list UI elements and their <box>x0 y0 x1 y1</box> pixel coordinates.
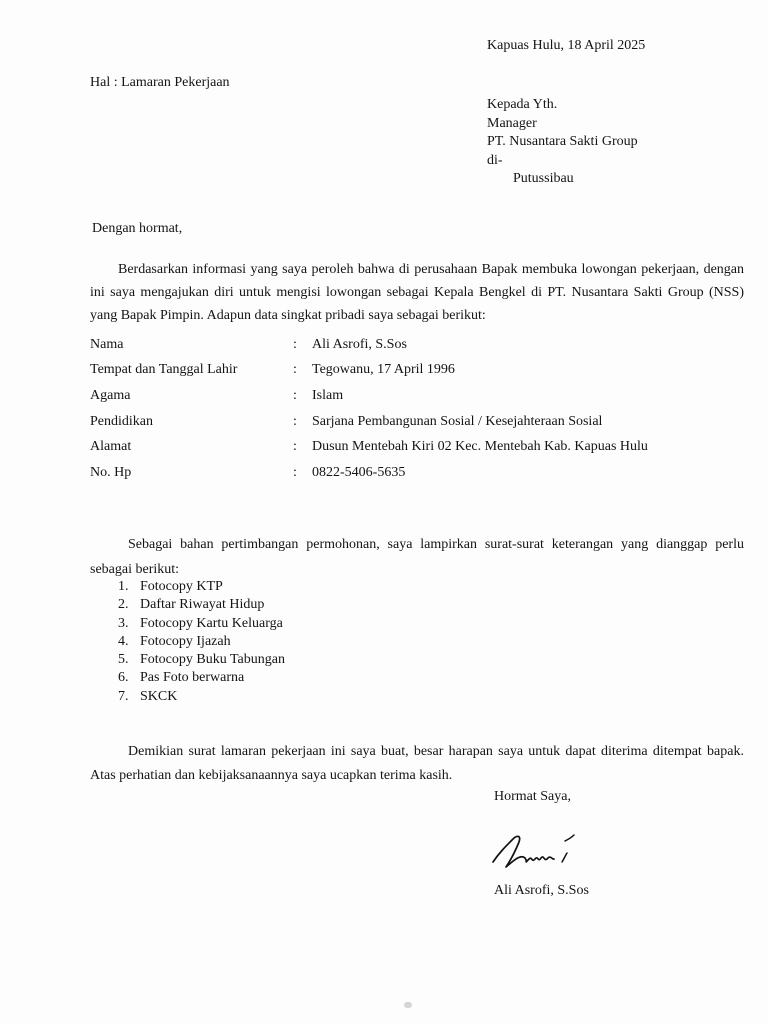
attachment-number: 3. <box>118 615 129 631</box>
personal-data-row <box>90 358 648 384</box>
recipient-location-prefix: di- <box>487 152 503 168</box>
attachment-item <box>118 651 285 669</box>
closing-salutation: Hormat Saya, <box>494 789 571 804</box>
data-value: Islam <box>312 387 344 403</box>
attachment-item <box>118 596 285 614</box>
signer-name: Ali Asrofi, S.Sos <box>494 883 589 898</box>
data-value: 0822-5406-5635 <box>312 464 406 480</box>
data-label: Agama <box>90 387 131 403</box>
opening-paragraph: Berdasarkan informasi yang saya peroleh bahwa di perusahaan Bapak membuka lowongan pekerjaan, dengan ini saya mengajukan diri untuk mengisi lowongan sebagai Kepala Bengkel di PT. Nusantara Sakti Group (NSS) yang Bapak Pimpin. Adapun data singkat pribadi saya sebagai berikut: <box>90 262 744 323</box>
data-label: Tempat dan Tanggal Lahir <box>90 362 238 378</box>
data-label: Alamat <box>90 439 132 455</box>
attachment-item <box>118 578 285 596</box>
handwritten-signature <box>490 828 584 874</box>
attachment-number: 2. <box>118 597 129 613</box>
personal-data-row <box>90 332 648 358</box>
attachment-text: Fotocopy Kartu Keluarga <box>140 615 283 631</box>
data-label: No. Hp <box>90 464 132 480</box>
attachment-number: 4. <box>118 633 129 649</box>
personal-data-row <box>90 460 648 486</box>
attachment-number: 5. <box>118 652 129 668</box>
attachment-text: Pas Foto berwarna <box>140 670 245 686</box>
personal-data-row <box>90 383 648 409</box>
attachment-paragraph: Sebagai bahan pertimbangan permohonan, saya lampirkan surat-surat keterangan yang dianggap perlu sebagai berikut: <box>90 537 744 577</box>
data-label: Pendidikan <box>90 413 153 429</box>
attachment-text: Fotocopy Buku Tabungan <box>140 652 285 668</box>
recipient-company: PT. Nusantara Sakti Group <box>487 134 638 149</box>
data-colon: : <box>293 362 297 378</box>
data-colon: : <box>293 387 297 403</box>
attachment-number: 6. <box>118 670 129 686</box>
letter-subject: Hal : Lamaran Pekerjaan <box>90 75 230 90</box>
data-value: Sarjana Pembangunan Sosial / Kesejahteraan Sosial <box>312 413 603 429</box>
paper-speck <box>404 1002 412 1008</box>
attachment-item <box>118 633 285 651</box>
data-colon: : <box>293 336 297 352</box>
recipient-salutation: Kepada Yth. <box>487 97 558 112</box>
attachment-number: 7. <box>118 688 129 704</box>
attachment-item <box>118 688 285 706</box>
data-value: Dusun Mentebah Kiri 02 Kec. Mentebah Kab. Kapuas Hulu <box>312 439 648 455</box>
recipient-block <box>487 96 638 189</box>
attachment-text: Fotocopy KTP <box>140 579 223 594</box>
personal-data-row <box>90 409 648 435</box>
attachment-text: Fotocopy Ijazah <box>140 633 231 649</box>
closing-paragraph: Demikian surat lamaran pekerjaan ini saya buat, besar harapan saya untuk dapat diterima ditempat bapak. Atas perhatian dan kebijaksanaannya saya ucapkan terima kasih. <box>90 744 744 783</box>
recipient-location: Putussibau <box>513 171 574 186</box>
attachment-item <box>118 615 285 633</box>
data-colon: : <box>293 439 297 455</box>
attachment-list <box>118 578 285 706</box>
data-colon: : <box>293 464 297 480</box>
place-date: Kapuas Hulu, 18 April 2025 <box>487 38 646 53</box>
attachment-number: 1. <box>118 579 129 594</box>
data-colon: : <box>293 413 297 429</box>
data-value: Tegowanu, 17 April 1996 <box>312 362 455 378</box>
attachment-text: SKCK <box>140 688 178 704</box>
attachment-item <box>118 669 285 687</box>
recipient-title: Manager <box>487 115 537 131</box>
attachment-text: Daftar Riwayat Hidup <box>140 597 265 613</box>
greeting: Dengan hormat, <box>92 221 183 236</box>
data-value: Ali Asrofi, S.Sos <box>312 336 407 352</box>
personal-data-row <box>90 434 648 460</box>
data-label: Nama <box>90 336 124 352</box>
personal-data-table <box>90 332 648 486</box>
